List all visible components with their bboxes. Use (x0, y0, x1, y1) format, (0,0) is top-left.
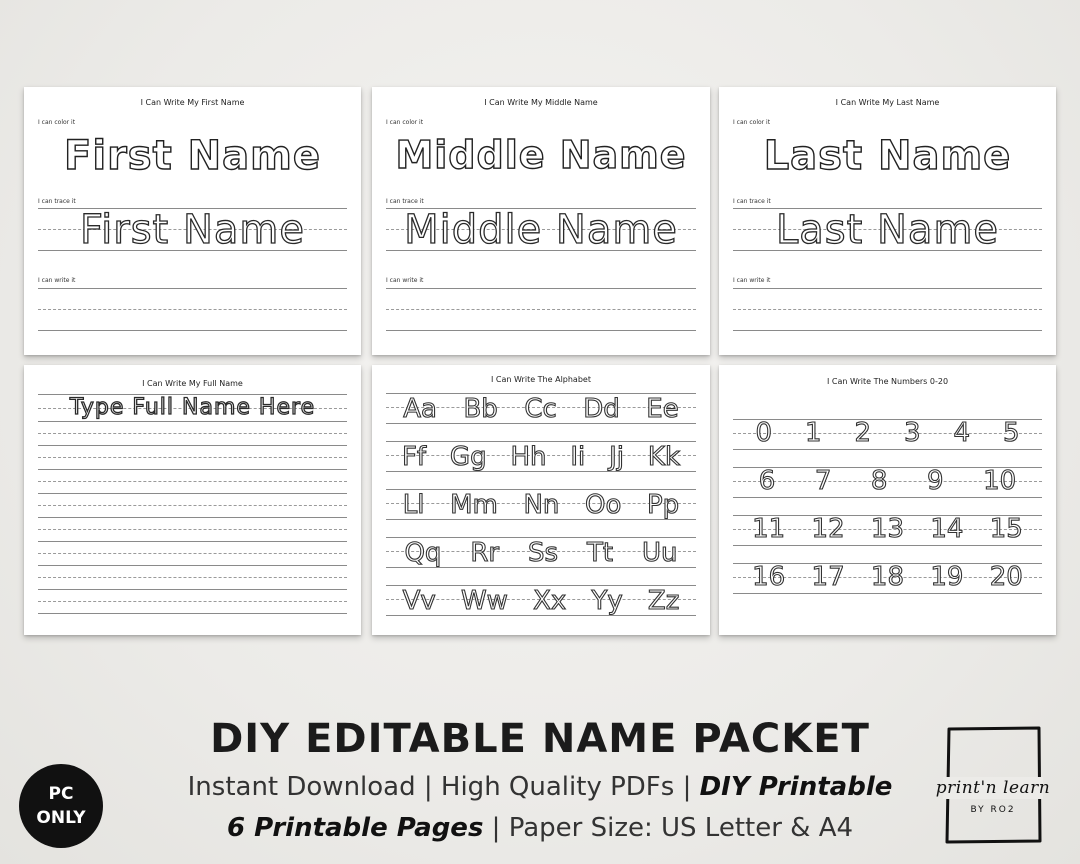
rule (38, 481, 347, 482)
number-row (739, 562, 1036, 592)
number: 18 (870, 562, 905, 592)
letter-pair: Uu (642, 538, 678, 568)
number: 7 (814, 466, 832, 496)
rule (38, 517, 347, 518)
letter-pair: Aa (403, 394, 437, 424)
trace-label: I can trace it (386, 198, 424, 205)
rule (38, 613, 347, 614)
letter-pair: Ff (401, 442, 427, 472)
sheet-alphabet (372, 365, 710, 635)
sheet-title: I Can Write The Alphabet (491, 375, 591, 384)
rule (38, 493, 347, 494)
trace-name: Type Full Name Here (69, 395, 316, 420)
alphabet-row (390, 442, 692, 472)
letter-pair: Cc (524, 394, 557, 424)
rule (386, 309, 696, 310)
number: 8 (870, 466, 888, 496)
letter-pair: Tt (587, 538, 614, 568)
subline-2 (150, 813, 930, 843)
rule (38, 457, 347, 458)
sheet-numbers (719, 365, 1056, 635)
write-label: I can write it (38, 277, 76, 284)
letter-pair: Bb (463, 394, 498, 424)
letter-pair: Gg (449, 442, 487, 472)
subline-2-text: | Paper Size: US Letter & A4 (483, 813, 854, 843)
sheet-middle-name (372, 87, 710, 355)
sheet-full-name (24, 365, 361, 635)
sheet-title: I Can Write My Last Name (835, 98, 940, 107)
rule (38, 469, 347, 470)
letter-pair: Qq (404, 538, 442, 568)
number: 11 (752, 514, 786, 544)
subline-1-text: Instant Download | High Quality PDFs | (187, 772, 700, 802)
letter-pair: Dd (583, 394, 620, 424)
number: 2 (854, 418, 872, 448)
sheet-title: I Can Write My Middle Name (484, 98, 598, 107)
rule (38, 565, 347, 566)
number-row (739, 418, 1036, 448)
number: 12 (811, 514, 845, 544)
number: 3 (903, 418, 921, 448)
letter-pair: Mm (450, 490, 498, 520)
rule (38, 577, 347, 578)
rule (733, 309, 1042, 310)
number: 17 (811, 562, 845, 592)
rule (38, 421, 347, 422)
sheet-last-name (719, 87, 1056, 355)
number: 13 (870, 514, 905, 544)
outline-name: Middle Name (395, 133, 687, 177)
pc-only-badge (19, 764, 103, 848)
rule (38, 541, 347, 542)
letter-pair: Ee (646, 394, 679, 424)
number: 16 (752, 562, 786, 592)
trace-name: Middle Name (404, 207, 678, 253)
outline-name: First Name (64, 133, 321, 179)
rule (38, 529, 347, 530)
subline-1-bold: DIY Printable (699, 772, 893, 802)
trace-label: I can trace it (38, 198, 76, 205)
number: 19 (930, 562, 964, 592)
rule (733, 449, 1042, 450)
brand-logo (935, 725, 1051, 845)
trace-name: Last Name (775, 207, 1000, 253)
sheet-title: I Can Write My Full Name (142, 379, 243, 388)
number-row (739, 514, 1036, 544)
rule (386, 330, 696, 331)
alphabet-row (390, 538, 692, 568)
subline-2-bold: 6 Printable Pages (226, 813, 484, 843)
letter-pair: Jj (609, 442, 625, 472)
sheet-title: I Can Write The Numbers 0-20 (826, 377, 949, 386)
badge-line2: ONLY (36, 808, 86, 828)
letter-pair: Ii (570, 442, 586, 472)
letter-pair: Vv (402, 586, 436, 616)
color-label: I can color it (386, 119, 424, 126)
alphabet-row (390, 490, 692, 520)
letter-pair: Xx (533, 586, 567, 616)
letter-pair: Nn (523, 490, 560, 520)
number: 14 (930, 514, 964, 544)
letter-pair: Kk (647, 442, 681, 472)
trace-name: First Name (80, 207, 305, 253)
letter-pair: Yy (591, 586, 623, 616)
letter-pair: Hh (510, 442, 547, 472)
sheet-first-name (24, 87, 361, 355)
rule (733, 497, 1042, 498)
rule (38, 330, 347, 331)
write-label: I can write it (386, 277, 424, 284)
write-label: I can write it (733, 277, 771, 284)
letter-pair: Ss (528, 538, 559, 568)
sheet-title: I Can Write My First Name (140, 98, 245, 107)
rule (38, 309, 347, 310)
rule (733, 545, 1042, 546)
badge-line1: PC (48, 784, 74, 804)
alphabet-row (390, 586, 692, 616)
logo-name: print'n learn (935, 778, 1051, 798)
alphabet-row (390, 394, 692, 424)
number: 0 (755, 418, 773, 448)
letter-pair: Rr (470, 538, 500, 568)
number: 9 (927, 466, 944, 496)
number-row (739, 466, 1036, 496)
rule (386, 288, 696, 289)
letter-pair: Ww (460, 586, 508, 616)
number: 10 (983, 466, 1017, 496)
number: 15 (989, 514, 1023, 544)
rule (38, 589, 347, 590)
number: 20 (989, 562, 1023, 592)
number: 1 (804, 418, 822, 448)
outline-name: Last Name (763, 133, 1012, 179)
rule (38, 288, 347, 289)
rule (733, 330, 1042, 331)
rule (733, 593, 1042, 594)
rule (38, 433, 347, 434)
letter-pair: Ll (402, 490, 425, 520)
subline-1 (150, 772, 930, 802)
headline: DIY EDITABLE NAME PACKET (210, 716, 870, 762)
color-label: I can color it (38, 119, 76, 126)
number: 5 (1002, 418, 1020, 448)
rule (38, 553, 347, 554)
logo-sub: BY RO2 (970, 805, 1016, 815)
rule (38, 505, 347, 506)
number: 6 (758, 466, 776, 496)
rule (733, 288, 1042, 289)
letter-pair: Zz (647, 586, 680, 616)
rule (38, 445, 347, 446)
color-label: I can color it (733, 119, 771, 126)
rule (38, 601, 347, 602)
letter-pair: Pp (646, 490, 680, 520)
letter-pair: Oo (585, 490, 622, 520)
number: 4 (953, 418, 971, 448)
trace-label: I can trace it (733, 198, 771, 205)
